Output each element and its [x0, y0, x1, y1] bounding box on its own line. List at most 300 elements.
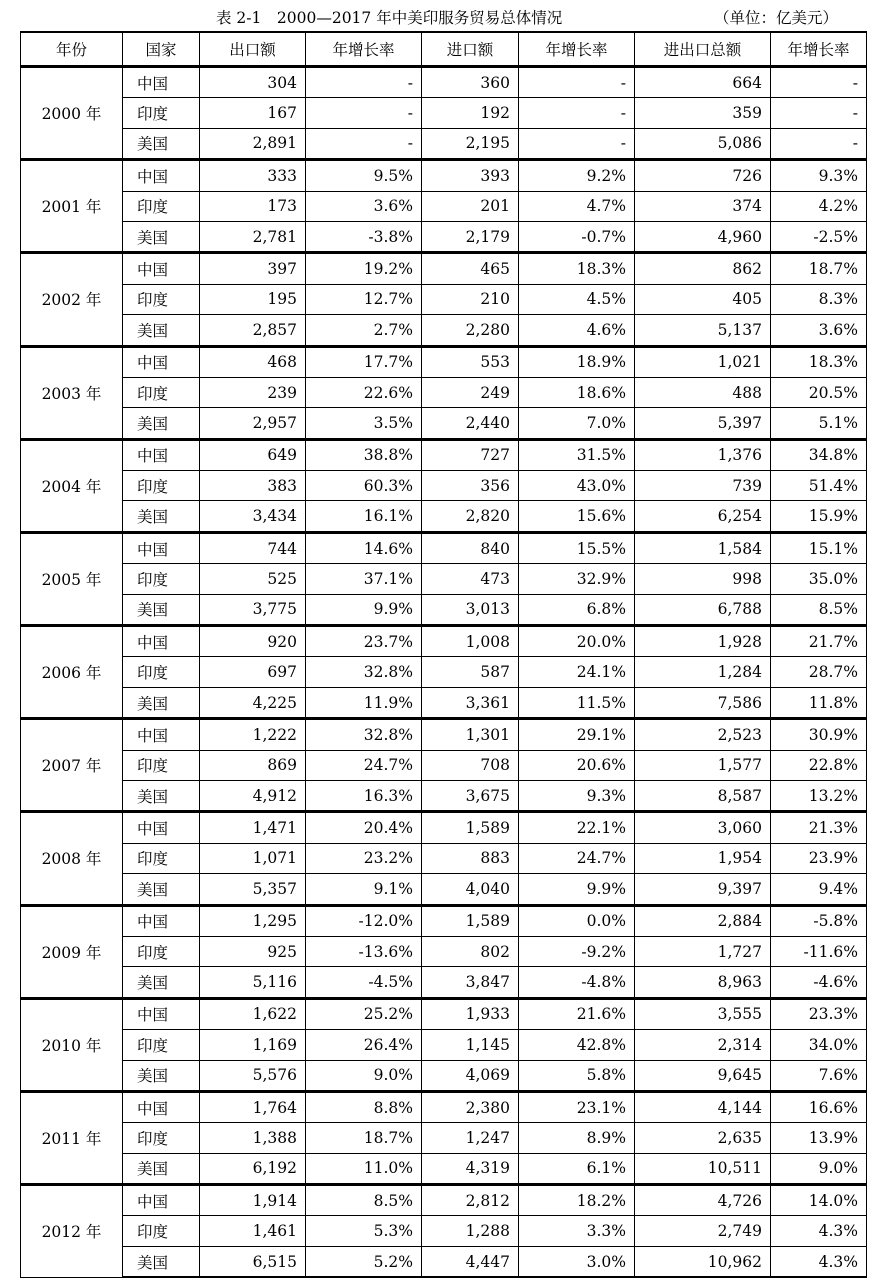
import-cell: 3,361 [422, 687, 519, 718]
total-cell: 862 [635, 253, 771, 284]
table-row [21, 936, 867, 966]
export-growth-cell: - [306, 98, 422, 128]
import-cell: 2,440 [422, 408, 519, 439]
table-row [21, 812, 867, 843]
table-row [21, 564, 867, 594]
total-cell: 2,749 [635, 1216, 771, 1246]
country-cell: 中国 [123, 346, 200, 377]
country-cell: 印度 [123, 471, 200, 501]
header-import: 进口额 [422, 32, 519, 67]
total-growth-cell: 9.3% [771, 160, 867, 191]
table-row [21, 408, 867, 439]
total-growth-cell: 16.6% [771, 1091, 867, 1122]
import-cell: 3,675 [422, 780, 519, 811]
import-growth-cell: 7.0% [519, 408, 635, 439]
table-row [21, 471, 867, 501]
total-cell: 4,960 [635, 221, 771, 252]
table-body [21, 67, 867, 1278]
import-cell: 2,195 [422, 128, 519, 159]
export-cell: 1,914 [200, 1185, 306, 1216]
country-cell: 中国 [123, 253, 200, 284]
total-cell: 2,523 [635, 719, 771, 750]
export-cell: 1,295 [200, 905, 306, 936]
export-growth-cell: 22.6% [306, 377, 422, 407]
total-cell: 1,021 [635, 346, 771, 377]
table-row [21, 626, 867, 657]
total-growth-cell: - [771, 128, 867, 159]
total-cell: 2,314 [635, 1030, 771, 1060]
table-row [21, 905, 867, 936]
import-growth-cell: -9.2% [519, 936, 635, 966]
import-cell: 883 [422, 843, 519, 873]
total-cell: 7,586 [635, 687, 771, 718]
export-cell: 5,116 [200, 967, 306, 998]
total-growth-cell: 34.8% [771, 439, 867, 470]
country-cell: 美国 [123, 1246, 200, 1277]
total-growth-cell: 21.7% [771, 626, 867, 657]
total-growth-cell: 22.8% [771, 750, 867, 780]
total-cell: 1,954 [635, 843, 771, 873]
table-row [21, 780, 867, 811]
total-growth-cell: 20.5% [771, 377, 867, 407]
total-growth-cell: -4.6% [771, 967, 867, 998]
export-cell: 1,622 [200, 998, 306, 1029]
total-cell: 1,376 [635, 439, 771, 470]
header-export-growth: 年增长率 [306, 32, 422, 67]
total-growth-cell: 51.4% [771, 471, 867, 501]
export-growth-cell: 32.8% [306, 719, 422, 750]
country-cell: 美国 [123, 128, 200, 159]
total-growth-cell: 9.4% [771, 874, 867, 905]
export-growth-cell: 17.7% [306, 346, 422, 377]
year-cell: 2010 年 [21, 998, 123, 1091]
export-growth-cell: 2.7% [306, 315, 422, 346]
import-cell: 802 [422, 936, 519, 966]
country-cell: 印度 [123, 1216, 200, 1246]
total-growth-cell: 4.3% [771, 1246, 867, 1277]
export-growth-cell: 24.7% [306, 750, 422, 780]
table-row [21, 346, 867, 377]
import-cell: 2,820 [422, 501, 519, 532]
import-growth-cell: 9.3% [519, 780, 635, 811]
year-cell: 2002 年 [21, 253, 123, 346]
total-growth-cell: 18.3% [771, 346, 867, 377]
import-growth-cell: -4.8% [519, 967, 635, 998]
total-growth-cell: 4.2% [771, 191, 867, 221]
export-growth-cell: 23.2% [306, 843, 422, 873]
export-growth-cell: 9.5% [306, 160, 422, 191]
total-growth-cell: 23.9% [771, 843, 867, 873]
export-growth-cell: 11.0% [306, 1153, 422, 1184]
total-growth-cell: 5.1% [771, 408, 867, 439]
table-row [21, 874, 867, 905]
total-growth-cell: 13.2% [771, 780, 867, 811]
country-cell: 中国 [123, 1185, 200, 1216]
header-total-growth: 年增长率 [771, 32, 867, 67]
total-growth-cell: -2.5% [771, 221, 867, 252]
import-growth-cell: 3.3% [519, 1216, 635, 1246]
import-cell: 4,040 [422, 874, 519, 905]
export-cell: 4,225 [200, 687, 306, 718]
export-growth-cell: 5.2% [306, 1246, 422, 1277]
total-cell: 9,645 [635, 1060, 771, 1091]
import-cell: 210 [422, 284, 519, 314]
total-cell: 8,587 [635, 780, 771, 811]
import-cell: 360 [422, 67, 519, 98]
total-growth-cell: 7.6% [771, 1060, 867, 1091]
total-growth-cell: 11.8% [771, 687, 867, 718]
country-cell: 美国 [123, 221, 200, 252]
import-cell: 192 [422, 98, 519, 128]
year-cell: 2005 年 [21, 532, 123, 625]
export-growth-cell: 37.1% [306, 564, 422, 594]
country-cell: 美国 [123, 780, 200, 811]
export-cell: 1,169 [200, 1030, 306, 1060]
import-growth-cell: 8.9% [519, 1123, 635, 1153]
country-cell: 中国 [123, 905, 200, 936]
export-growth-cell: 32.8% [306, 657, 422, 687]
import-cell: 4,447 [422, 1246, 519, 1277]
export-growth-cell: 18.7% [306, 1123, 422, 1153]
import-growth-cell: 24.1% [519, 657, 635, 687]
table-caption [0, 0, 883, 30]
country-cell: 印度 [123, 657, 200, 687]
country-cell: 中国 [123, 160, 200, 191]
import-growth-cell: 23.1% [519, 1091, 635, 1122]
total-cell: 998 [635, 564, 771, 594]
total-cell: 3,555 [635, 998, 771, 1029]
import-cell: 587 [422, 657, 519, 687]
total-cell: 726 [635, 160, 771, 191]
total-cell: 5,086 [635, 128, 771, 159]
total-cell: 664 [635, 67, 771, 98]
table-row [21, 719, 867, 750]
country-cell: 中国 [123, 812, 200, 843]
import-growth-cell: 18.2% [519, 1185, 635, 1216]
header-country: 国家 [123, 32, 200, 67]
table-row [21, 315, 867, 346]
export-growth-cell: - [306, 67, 422, 98]
import-cell: 1,589 [422, 905, 519, 936]
country-cell: 印度 [123, 98, 200, 128]
export-cell: 6,192 [200, 1153, 306, 1184]
table-row [21, 1153, 867, 1184]
country-cell: 中国 [123, 998, 200, 1029]
export-cell: 3,775 [200, 594, 306, 625]
total-growth-cell: 8.5% [771, 594, 867, 625]
table-row [21, 1185, 867, 1216]
total-cell: 4,144 [635, 1091, 771, 1122]
table-row [21, 750, 867, 780]
export-growth-cell: 12.7% [306, 284, 422, 314]
country-cell: 美国 [123, 501, 200, 532]
export-growth-cell: 9.0% [306, 1060, 422, 1091]
table-row [21, 67, 867, 98]
export-growth-cell: 60.3% [306, 471, 422, 501]
import-cell: 1,301 [422, 719, 519, 750]
import-cell: 1,145 [422, 1030, 519, 1060]
import-growth-cell: 6.8% [519, 594, 635, 625]
table-row [21, 377, 867, 407]
country-cell: 中国 [123, 626, 200, 657]
table-row [21, 594, 867, 625]
country-cell: 美国 [123, 315, 200, 346]
total-cell: 739 [635, 471, 771, 501]
import-cell: 1,247 [422, 1123, 519, 1153]
import-growth-cell: 4.6% [519, 315, 635, 346]
import-cell: 553 [422, 346, 519, 377]
country-cell: 印度 [123, 191, 200, 221]
export-cell: 2,857 [200, 315, 306, 346]
header-import-growth: 年增长率 [519, 32, 635, 67]
total-growth-cell: 15.9% [771, 501, 867, 532]
table-row [21, 1123, 867, 1153]
total-growth-cell: 35.0% [771, 564, 867, 594]
table-row [21, 1246, 867, 1277]
export-cell: 4,912 [200, 780, 306, 811]
total-growth-cell: - [771, 98, 867, 128]
header-export: 出口额 [200, 32, 306, 67]
total-cell: 9,397 [635, 874, 771, 905]
import-cell: 393 [422, 160, 519, 191]
country-cell: 美国 [123, 687, 200, 718]
import-cell: 356 [422, 471, 519, 501]
export-growth-cell: 25.2% [306, 998, 422, 1029]
import-growth-cell: 5.8% [519, 1060, 635, 1091]
import-cell: 1,589 [422, 812, 519, 843]
export-growth-cell: -12.0% [306, 905, 422, 936]
total-cell: 488 [635, 377, 771, 407]
export-growth-cell: 16.1% [306, 501, 422, 532]
import-cell: 2,380 [422, 1091, 519, 1122]
export-growth-cell: 9.9% [306, 594, 422, 625]
export-cell: 304 [200, 67, 306, 98]
total-growth-cell: 23.3% [771, 998, 867, 1029]
import-cell: 2,179 [422, 221, 519, 252]
import-cell: 2,280 [422, 315, 519, 346]
header-row [21, 32, 867, 67]
import-cell: 840 [422, 532, 519, 563]
total-cell: 359 [635, 98, 771, 128]
import-growth-cell: 24.7% [519, 843, 635, 873]
total-cell: 5,397 [635, 408, 771, 439]
import-growth-cell: 9.9% [519, 874, 635, 905]
export-growth-cell: 14.6% [306, 532, 422, 563]
country-cell: 中国 [123, 532, 200, 563]
country-cell: 美国 [123, 1153, 200, 1184]
export-cell: 1,222 [200, 719, 306, 750]
export-cell: 1,764 [200, 1091, 306, 1122]
import-cell: 473 [422, 564, 519, 594]
total-growth-cell: 34.0% [771, 1030, 867, 1060]
total-growth-cell: 9.0% [771, 1153, 867, 1184]
total-growth-cell: 14.0% [771, 1185, 867, 1216]
table-row [21, 501, 867, 532]
table-row [21, 284, 867, 314]
table-row [21, 253, 867, 284]
country-cell: 印度 [123, 843, 200, 873]
import-growth-cell: 18.6% [519, 377, 635, 407]
year-cell: 2009 年 [21, 905, 123, 998]
country-cell: 美国 [123, 408, 200, 439]
import-cell: 201 [422, 191, 519, 221]
export-cell: 525 [200, 564, 306, 594]
import-growth-cell: - [519, 67, 635, 98]
country-cell: 中国 [123, 1091, 200, 1122]
country-cell: 印度 [123, 284, 200, 314]
export-growth-cell: 11.9% [306, 687, 422, 718]
export-cell: 3,434 [200, 501, 306, 532]
export-growth-cell: 19.2% [306, 253, 422, 284]
header-total: 进出口总额 [635, 32, 771, 67]
total-growth-cell: 21.3% [771, 812, 867, 843]
year-cell: 2012 年 [21, 1185, 123, 1278]
table-title: 表 2-1 2000—2017 年中美印服务贸易总体情况 [216, 9, 563, 27]
total-growth-cell: 4.3% [771, 1216, 867, 1246]
export-growth-cell: 8.8% [306, 1091, 422, 1122]
export-cell: 2,891 [200, 128, 306, 159]
total-growth-cell: 28.7% [771, 657, 867, 687]
export-growth-cell: - [306, 128, 422, 159]
total-cell: 8,963 [635, 967, 771, 998]
total-growth-cell: 13.9% [771, 1123, 867, 1153]
country-cell: 中国 [123, 439, 200, 470]
export-growth-cell: -13.6% [306, 936, 422, 966]
export-cell: 468 [200, 346, 306, 377]
total-cell: 6,788 [635, 594, 771, 625]
trade-table [20, 31, 867, 1278]
import-growth-cell: 18.3% [519, 253, 635, 284]
import-growth-cell: 15.6% [519, 501, 635, 532]
country-cell: 印度 [123, 1030, 200, 1060]
import-cell: 249 [422, 377, 519, 407]
total-cell: 4,726 [635, 1185, 771, 1216]
total-growth-cell: 3.6% [771, 315, 867, 346]
total-cell: 1,577 [635, 750, 771, 780]
import-cell: 1,933 [422, 998, 519, 1029]
import-growth-cell: 0.0% [519, 905, 635, 936]
table-row [21, 1030, 867, 1060]
export-growth-cell: -4.5% [306, 967, 422, 998]
total-cell: 1,584 [635, 532, 771, 563]
table-header [21, 32, 867, 67]
import-growth-cell: - [519, 128, 635, 159]
import-cell: 1,008 [422, 626, 519, 657]
total-growth-cell: -11.6% [771, 936, 867, 966]
export-growth-cell: 9.1% [306, 874, 422, 905]
total-growth-cell: 15.1% [771, 532, 867, 563]
import-growth-cell: 3.0% [519, 1246, 635, 1277]
import-cell: 708 [422, 750, 519, 780]
total-cell: 5,137 [635, 315, 771, 346]
header-year: 年份 [21, 32, 123, 67]
country-cell: 印度 [123, 1123, 200, 1153]
table-row [21, 657, 867, 687]
country-cell: 美国 [123, 594, 200, 625]
year-cell: 2003 年 [21, 346, 123, 439]
export-cell: 697 [200, 657, 306, 687]
import-growth-cell: 6.1% [519, 1153, 635, 1184]
table-row [21, 98, 867, 128]
export-cell: 1,461 [200, 1216, 306, 1246]
total-cell: 405 [635, 284, 771, 314]
export-cell: 383 [200, 471, 306, 501]
country-cell: 中国 [123, 719, 200, 750]
import-growth-cell: 22.1% [519, 812, 635, 843]
export-growth-cell: 8.5% [306, 1185, 422, 1216]
import-growth-cell: 11.5% [519, 687, 635, 718]
import-growth-cell: 4.5% [519, 284, 635, 314]
import-growth-cell: 32.9% [519, 564, 635, 594]
table-row [21, 532, 867, 563]
export-cell: 920 [200, 626, 306, 657]
table-row [21, 998, 867, 1029]
export-cell: 649 [200, 439, 306, 470]
import-growth-cell: 9.2% [519, 160, 635, 191]
import-growth-cell: 42.8% [519, 1030, 635, 1060]
import-cell: 727 [422, 439, 519, 470]
total-cell: 1,928 [635, 626, 771, 657]
import-growth-cell: 20.6% [519, 750, 635, 780]
year-cell: 2004 年 [21, 439, 123, 532]
table-row [21, 1216, 867, 1246]
total-growth-cell: 30.9% [771, 719, 867, 750]
export-cell: 239 [200, 377, 306, 407]
export-growth-cell: 23.7% [306, 626, 422, 657]
total-growth-cell: 18.7% [771, 253, 867, 284]
export-cell: 2,781 [200, 221, 306, 252]
table-row [21, 843, 867, 873]
export-growth-cell: 3.5% [306, 408, 422, 439]
export-cell: 5,357 [200, 874, 306, 905]
total-growth-cell: - [771, 67, 867, 98]
import-cell: 4,319 [422, 1153, 519, 1184]
country-cell: 印度 [123, 936, 200, 966]
table-row [21, 160, 867, 191]
import-cell: 465 [422, 253, 519, 284]
export-cell: 5,576 [200, 1060, 306, 1091]
export-cell: 925 [200, 936, 306, 966]
export-cell: 167 [200, 98, 306, 128]
import-growth-cell: 20.0% [519, 626, 635, 657]
export-growth-cell: -3.8% [306, 221, 422, 252]
total-cell: 10,511 [635, 1153, 771, 1184]
export-cell: 397 [200, 253, 306, 284]
export-growth-cell: 26.4% [306, 1030, 422, 1060]
total-cell: 2,635 [635, 1123, 771, 1153]
import-growth-cell: 21.6% [519, 998, 635, 1029]
import-cell: 4,069 [422, 1060, 519, 1091]
country-cell: 美国 [123, 1060, 200, 1091]
export-cell: 195 [200, 284, 306, 314]
import-growth-cell: 18.9% [519, 346, 635, 377]
import-cell: 1,288 [422, 1216, 519, 1246]
export-growth-cell: 20.4% [306, 812, 422, 843]
table-row [21, 128, 867, 159]
export-cell: 6,515 [200, 1246, 306, 1277]
year-cell: 2008 年 [21, 812, 123, 905]
table-row [21, 221, 867, 252]
table-row [21, 191, 867, 221]
year-cell: 2000 年 [21, 67, 123, 160]
total-cell: 3,060 [635, 812, 771, 843]
import-growth-cell: 29.1% [519, 719, 635, 750]
import-growth-cell: 4.7% [519, 191, 635, 221]
import-growth-cell: - [519, 98, 635, 128]
import-cell: 3,013 [422, 594, 519, 625]
total-cell: 1,727 [635, 936, 771, 966]
total-cell: 6,254 [635, 501, 771, 532]
